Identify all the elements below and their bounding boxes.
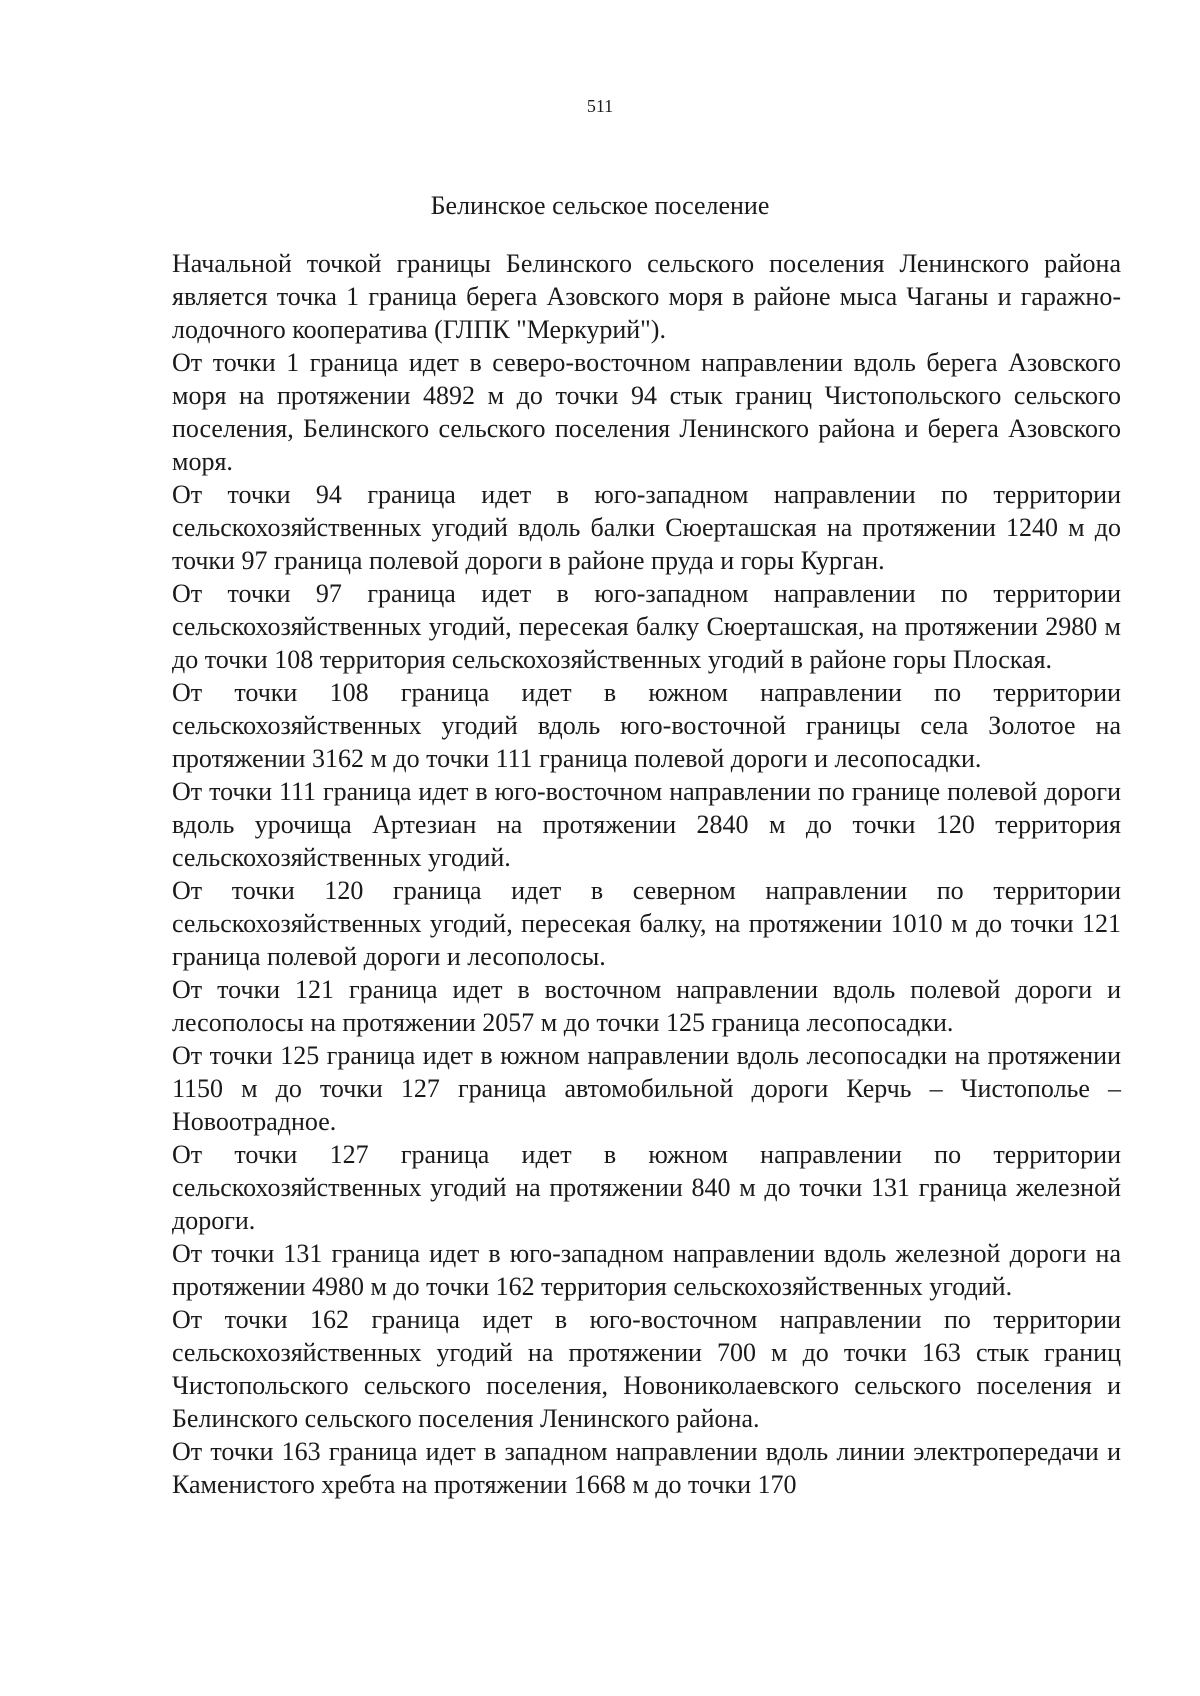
page-title: Белинское сельское поселение — [430, 191, 770, 220]
paragraph: От точки 163 граница идет в западном направлении вдоль линии электропередачи и Каменистого хребта на протяжении 1668 м до точки 170 — [172, 1437, 1121, 1499]
paragraph: От точки 125 граница идет в южном направлении вдоль лесопосадки на протяжении 1150 м до точки 127 граница автомобильной дороги Керчь – Чистополье – Новоотрадное. — [172, 1041, 1121, 1136]
paragraph: От точки 97 граница идет в юго-западном направлении по территории сельскохозяйственных угодий, пересекая балку Сюерташская, на протяжении 2980 м до точки 108 территория сельскохозяйственных угодий в районе горы Плоская. — [172, 579, 1121, 674]
paragraph: От точки 162 граница идет в юго-восточном направлении по территории сельскохозяйственных угодий на протяжении 700 м до точки 163 стык границ Чистопольского сельского поселения, Новониколаевского сельского поселения и Белинского сельского поселения Ленинского района. — [172, 1305, 1121, 1433]
paragraph: От точки 127 граница идет в южном направлении по территории сельскохозяйственных угодий на протяжении 840 м до точки 131 граница железной дороги. — [172, 1140, 1121, 1235]
paragraph: От точки 131 граница идет в юго-западном направлении вдоль железной дороги на протяжении 4980 м до точки 162 территория сельскохозяйственных угодий. — [172, 1239, 1121, 1301]
paragraph: От точки 94 граница идет в юго-западном направлении по территории сельскохозяйственных угодий вдоль балки Сюерташская на протяжении 1240 м до точки 97 граница полевой дороги в районе пруда и горы Курган. — [172, 480, 1121, 575]
paragraph: Начальной точкой границы Белинского сельского поселения Ленинского района является точка 1 граница берега Азовского моря в районе мыса Чаганы и гаражно-лодочного кооператива (ГЛПК "Меркурий"). — [172, 249, 1121, 344]
paragraph: От точки 120 граница идет в северном направлении по территории сельскохозяйственных угодий, пересекая балку, на протяжении 1010 м до точки 121 граница полевой дороги и лесополосы. — [172, 876, 1121, 971]
body-text — [172, 247, 1121, 1501]
paragraph: От точки 121 граница идет в восточном направлении вдоль полевой дороги и лесополосы на протяжении 2057 м до точки 125 граница лесопосадки. — [172, 975, 1121, 1037]
paragraph: От точки 108 граница идет в южном направлении по территории сельскохозяйственных угодий вдоль юго-восточной границы села Золотое на протяжении 3162 м до точки 111 граница полевой дороги и лесопосадки. — [172, 678, 1121, 773]
page-number: 511 — [586, 96, 614, 116]
paragraph: От точки 1 граница идет в северо-восточном направлении вдоль берега Азовского моря на протяжении 4892 м до точки 94 стык границ Чистопольского сельского поселения, Белинского сельского поселения Ленинского района и берега Азовского моря. — [172, 348, 1121, 476]
paragraph: От точки 111 граница идет в юго-восточном направлении по границе полевой дороги вдоль урочища Артезиан на протяжении 2840 м до точки 120 территория сельскохозяйственных угодий. — [172, 777, 1121, 872]
